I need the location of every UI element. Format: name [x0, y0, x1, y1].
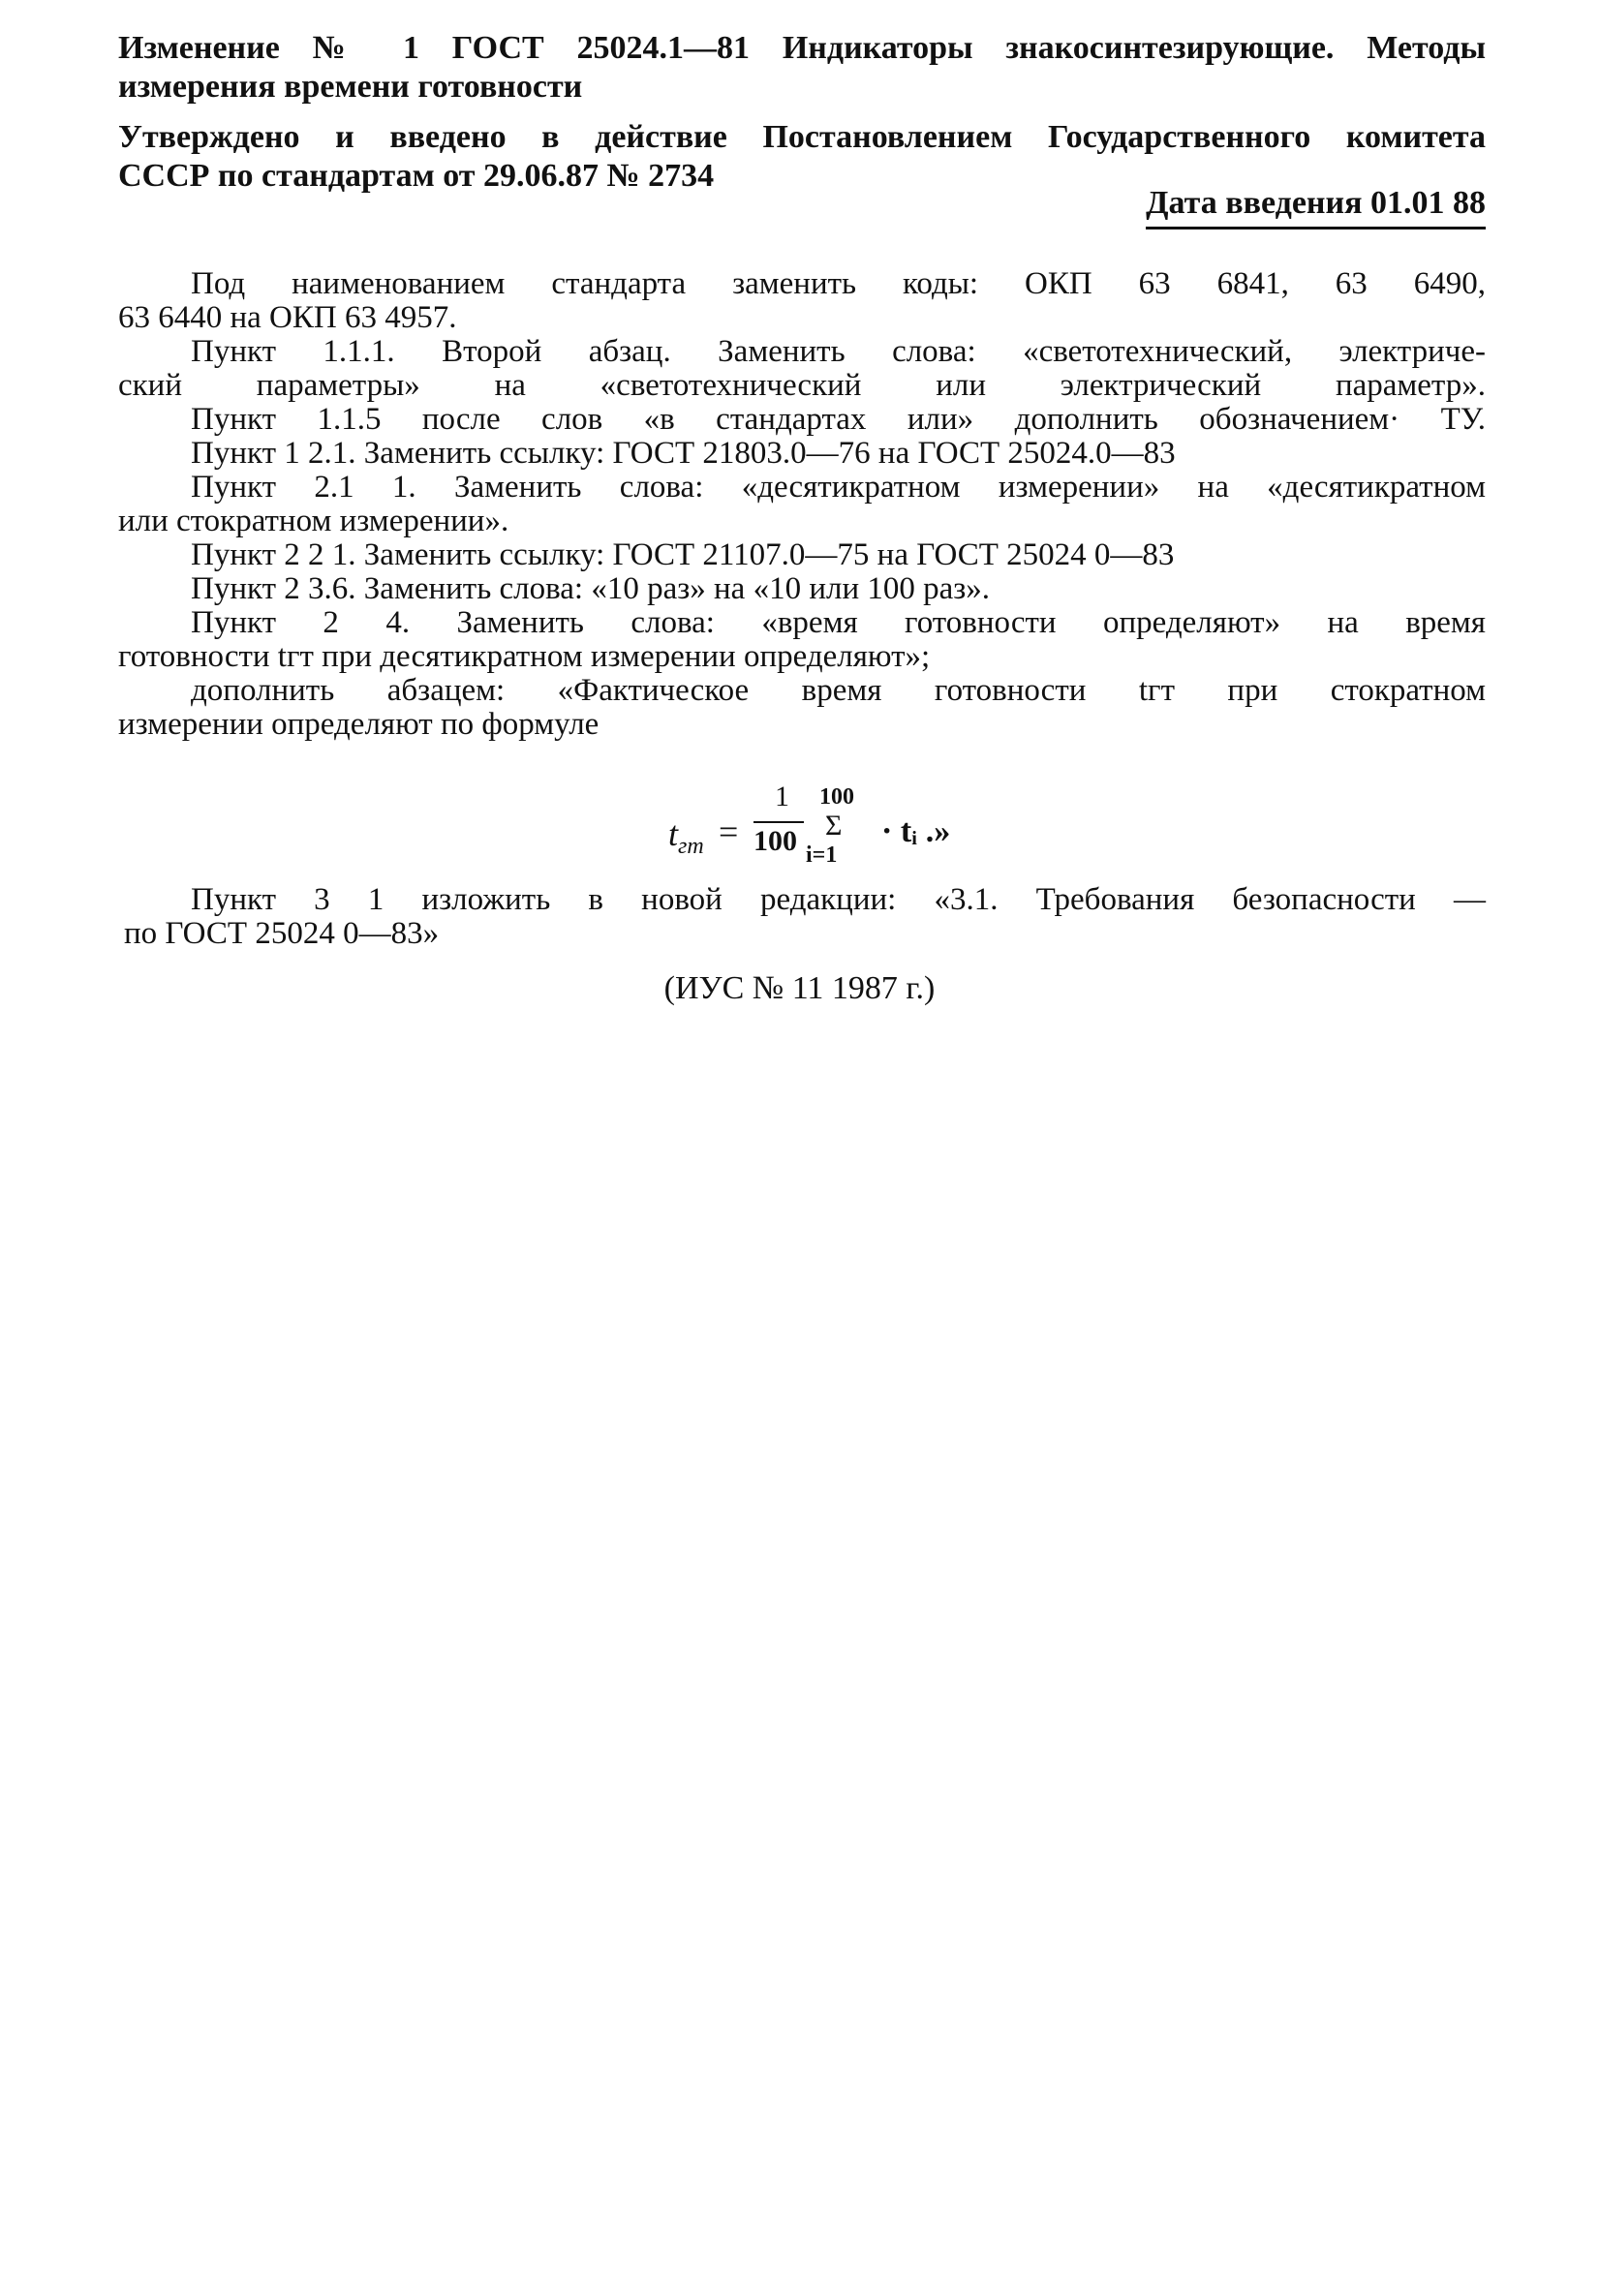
paragraph-2-2-1: Пункт 2 2 1. Заменить ссылку: ГОСТ 21107.0—75 на ГОСТ 25024 0—83 — [191, 537, 1175, 572]
paragraph-2-4-line-2: готовности tгт при десятикратном измерении определяют»; — [118, 639, 931, 674]
paragraph-2-1-1-line-1: Пункт 2.1 1. Заменить слова: «десятикратном измерении» на «десятикратном — [191, 470, 1486, 505]
formula-lhs — [668, 813, 704, 860]
paragraph-3-1 — [118, 883, 1486, 951]
paragraph-3-1-line-2: по ГОСТ 25024 0—83» — [124, 916, 440, 951]
formula-fraction-bar — [753, 821, 804, 823]
document-body — [118, 267, 1486, 742]
document-header — [118, 29, 1486, 107]
paragraph-1-1-1-line-1: Пункт 1.1.1. Второй абзац. Заменить слова: «светотехнический, электриче- — [191, 334, 1486, 369]
paragraph-2-3-6: Пункт 2 3.6. Заменить слова: «10 раз» на «10 или 100 раз». — [191, 571, 991, 606]
formula-sum-lower: i=1 — [806, 842, 838, 868]
paragraph-1-1-5: Пункт 1.1.5 после слов «в стандартах или» дополнить обозначением· ТУ. — [191, 402, 1486, 437]
paragraph-codes-line-1: Под наименованием стандарта заменить коды: ОКП 63 6841, 63 6490, — [191, 266, 1486, 301]
approval-line-2: СССР по стандартам от 29.06.87 № 2734 — [118, 158, 715, 194]
paragraph-3-1-line-1: Пункт 3 1 изложить в новой редакции: «3.1. Требования безопасности — — [191, 882, 1486, 917]
formula-tail: · tᵢ .» — [881, 813, 951, 849]
paragraph-1-2-1: Пункт 1 2.1. Заменить ссылку: ГОСТ 21803.0—76 на ГОСТ 25024.0—83 — [191, 436, 1176, 471]
readiness-time-formula — [0, 781, 1599, 868]
paragraph-1-1-1-line-2: ский параметры» на «светотехнический или электрический параметр». — [118, 368, 1486, 403]
paragraph-codes-line-2: 63 6440 на ОКП 63 4957. — [118, 300, 457, 335]
approval-line-1: Утверждено и введено в действие Постановлением Государственного комитета — [118, 119, 1486, 155]
paragraph-addition-line-2: измерении определяют по формуле — [118, 707, 600, 742]
ius-reference-text: (ИУС № 11 1987 г.) — [663, 970, 936, 1006]
formula-sum-upper: 100 — [819, 784, 854, 810]
paragraph-2-4-line-1: Пункт 2 4. Заменить слова: «время готовности определяют» на время — [191, 605, 1486, 640]
effective-date: Дата введения 01.01 88 — [1146, 184, 1486, 230]
header-title-line-1: Изменение № 1 ГОСТ 25024.1—81 Индикаторы знакосинтезирующие. Методы — [118, 30, 1486, 66]
formula-sum-symbol: Σ — [825, 810, 843, 842]
formula-equals: = — [719, 812, 739, 851]
formula-lhs-sub: гт — [678, 834, 704, 860]
paragraph-addition-line-1: дополнить абзацем: «Фактическое время готовности tгт при стократном — [191, 673, 1486, 708]
paragraph-2-1-1-line-2: или стократном измерении». — [118, 504, 509, 538]
header-title-line-2: измерения времени готовности — [118, 69, 583, 105]
effective-date-row — [1065, 184, 1486, 230]
formula-denominator: 100 — [753, 825, 797, 857]
ius-reference — [0, 970, 1599, 1007]
formula-numerator: 1 — [775, 781, 789, 812]
formula-lhs-var: t — [668, 814, 679, 853]
